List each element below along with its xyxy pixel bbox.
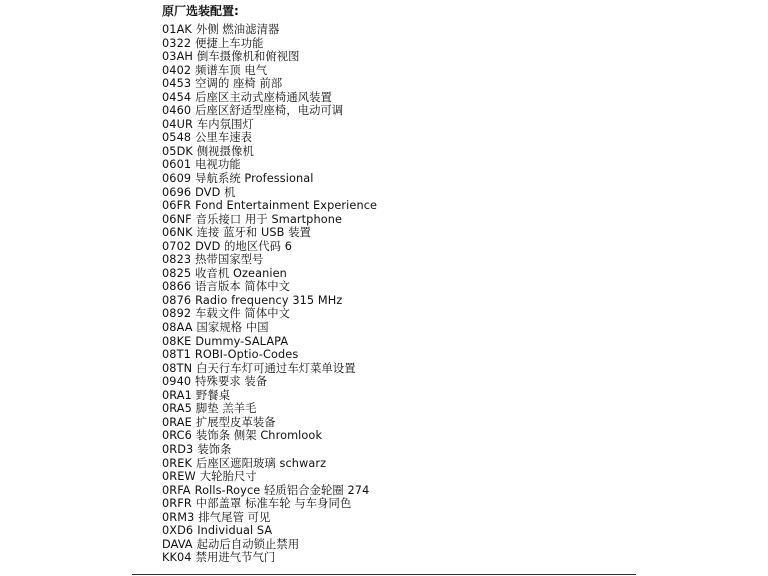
option-code: 0866: [162, 280, 192, 294]
option-description: 侧视摄像机: [196, 144, 254, 158]
option-description: 装饰条: [197, 442, 232, 456]
option-item: [162, 240, 377, 254]
option-code: 0REW: [162, 470, 196, 484]
option-item: [162, 416, 377, 430]
option-code: 0892: [162, 307, 192, 321]
option-item: [162, 186, 377, 200]
option-description: 装饰条 侧架 Chromlook: [195, 429, 323, 443]
option-description: 语言版本 简体中文: [195, 280, 291, 294]
option-description: 连接 蓝牙和 USB 装置: [196, 226, 311, 240]
option-code: 0453: [162, 77, 192, 91]
option-item: [162, 457, 377, 471]
option-item: [162, 280, 377, 294]
option-code: 0RD3: [162, 442, 194, 456]
option-code: 0322: [162, 36, 192, 50]
option-code: 0RA5: [162, 402, 192, 416]
option-item: [162, 429, 377, 443]
option-description: 倒车摄像机和俯视图: [197, 50, 300, 64]
option-description: 野餐桌: [195, 388, 231, 402]
option-description: Dummy-SALAPA: [195, 334, 289, 348]
option-code: 06NK: [162, 226, 193, 240]
option-code: KK04: [162, 551, 192, 565]
option-description: 排气尾管 可见: [198, 510, 271, 524]
option-item: [162, 91, 377, 105]
option-code: DAVA: [162, 537, 193, 551]
option-description: Rolls-Royce 轻质铝合金轮圈 274: [194, 483, 370, 497]
option-item: [162, 213, 377, 227]
option-item: [162, 23, 377, 37]
option-description: 大轮胎尺寸: [199, 470, 257, 484]
option-item: [162, 484, 377, 498]
option-item: [162, 267, 377, 281]
option-code: 0RFR: [162, 497, 192, 511]
option-item: [162, 321, 377, 335]
option-item: [162, 348, 377, 362]
option-description: 国家规格 中国: [196, 321, 269, 335]
option-code: 0825: [162, 266, 192, 280]
option-item: [162, 226, 377, 240]
option-description: 便捷上车功能: [195, 36, 264, 50]
option-description: DVD 的地区代码 6: [195, 239, 293, 253]
option-item: [162, 389, 377, 403]
option-description: 中部盖罩 标准车轮 与车身同色: [195, 497, 352, 511]
option-item: [162, 551, 377, 565]
option-description: Individual SA: [197, 524, 273, 538]
option-code: 08TN: [162, 361, 193, 375]
option-description: 脚垫 羔羊毛: [195, 402, 257, 416]
option-code: 0601: [162, 158, 192, 172]
option-code: 0XD6: [162, 524, 194, 538]
option-description: 收音机 Ozeanien: [195, 266, 287, 280]
option-description: 公里车速表: [195, 131, 253, 145]
option-description: 外侧 燃油滤清器: [195, 23, 280, 36]
option-description: 特殊要求 装备: [195, 375, 268, 389]
option-description: 扩展型皮革装备: [195, 415, 276, 429]
option-item: [162, 307, 377, 321]
option-code: 08T1: [162, 348, 191, 362]
option-item: [162, 77, 377, 91]
option-description: 后座区主动式座椅通风装置: [195, 90, 332, 104]
option-item: [162, 158, 377, 172]
option-code: 0696: [162, 185, 192, 199]
option-code: 0460: [162, 104, 192, 118]
option-description: ROBI-Optio-Codes: [194, 348, 299, 362]
option-item: [162, 50, 377, 64]
option-description: Radio frequency 315 MHz: [195, 293, 343, 307]
option-item: [162, 118, 377, 132]
option-item: [162, 375, 377, 389]
option-item: [162, 172, 377, 186]
option-item: [162, 145, 377, 159]
option-description: 音乐接口 用于 Smartphone: [195, 212, 343, 226]
option-code: 0402: [162, 63, 192, 77]
option-code: 0548: [162, 131, 192, 145]
option-list: [162, 23, 377, 565]
option-code: 08KE: [162, 334, 192, 348]
option-code: 05DK: [162, 144, 193, 158]
option-code: 0876: [162, 293, 192, 307]
option-item: [162, 294, 377, 308]
option-description: 车载文件 简体中文: [195, 307, 291, 321]
option-code: 04UR: [162, 117, 193, 131]
option-item: [162, 362, 377, 376]
option-code: 0823: [162, 253, 192, 267]
option-item: [162, 104, 377, 118]
option-code: 06FR: [162, 199, 192, 213]
option-description: 热带国家型号: [195, 253, 264, 267]
option-item: [162, 253, 377, 267]
option-item: [162, 64, 377, 78]
option-code: 0940: [162, 375, 192, 389]
option-item: [162, 37, 377, 51]
option-code: 08AA: [162, 321, 193, 335]
option-description: 后座区舒适型座椅，电动可调: [195, 104, 344, 118]
option-description: 空调的 座椅 前部: [195, 77, 283, 91]
option-description: 起动后自动锁止禁用: [196, 537, 300, 551]
option-item: [162, 443, 377, 457]
option-item: [162, 497, 377, 511]
option-code: 03AH: [162, 50, 193, 64]
option-item: [162, 335, 377, 349]
option-item: [162, 524, 377, 538]
option-code: 0RFA: [162, 483, 191, 497]
option-code: 0609: [162, 172, 192, 186]
option-item: [162, 538, 377, 552]
option-code: 0RA1: [162, 388, 192, 402]
document-title: 原厂选装配置:: [162, 4, 239, 18]
option-code: 0RAE: [162, 415, 192, 429]
option-description: 车内氛围灯: [196, 117, 254, 131]
option-description: 频谱车顶 电气: [195, 63, 268, 77]
option-description: 后座区遮阳玻璃 schwarz: [195, 456, 327, 470]
option-code: 0RM3: [162, 510, 195, 524]
option-item: [162, 199, 377, 213]
option-code: 0RC6: [162, 429, 192, 443]
option-description: 电视功能: [195, 158, 241, 172]
option-description: DVD 机: [195, 185, 236, 199]
option-description: 导航系统 Professional: [195, 172, 314, 186]
option-item: [162, 131, 377, 145]
option-description: 白天行车灯可通过车灯菜单设置: [196, 361, 356, 375]
option-code: 01AK: [162, 23, 192, 36]
option-description: Fond Entertainment Experience: [195, 199, 378, 213]
option-item: [162, 470, 377, 484]
bottom-divider: [132, 574, 636, 575]
option-item: [162, 402, 377, 416]
option-description: 禁用进气节气门: [195, 551, 276, 565]
option-item: [162, 511, 377, 525]
option-code: 0702: [162, 239, 192, 253]
option-code: 06NF: [162, 212, 192, 226]
option-code: 0REK: [162, 456, 192, 470]
option-code: 0454: [162, 90, 192, 104]
